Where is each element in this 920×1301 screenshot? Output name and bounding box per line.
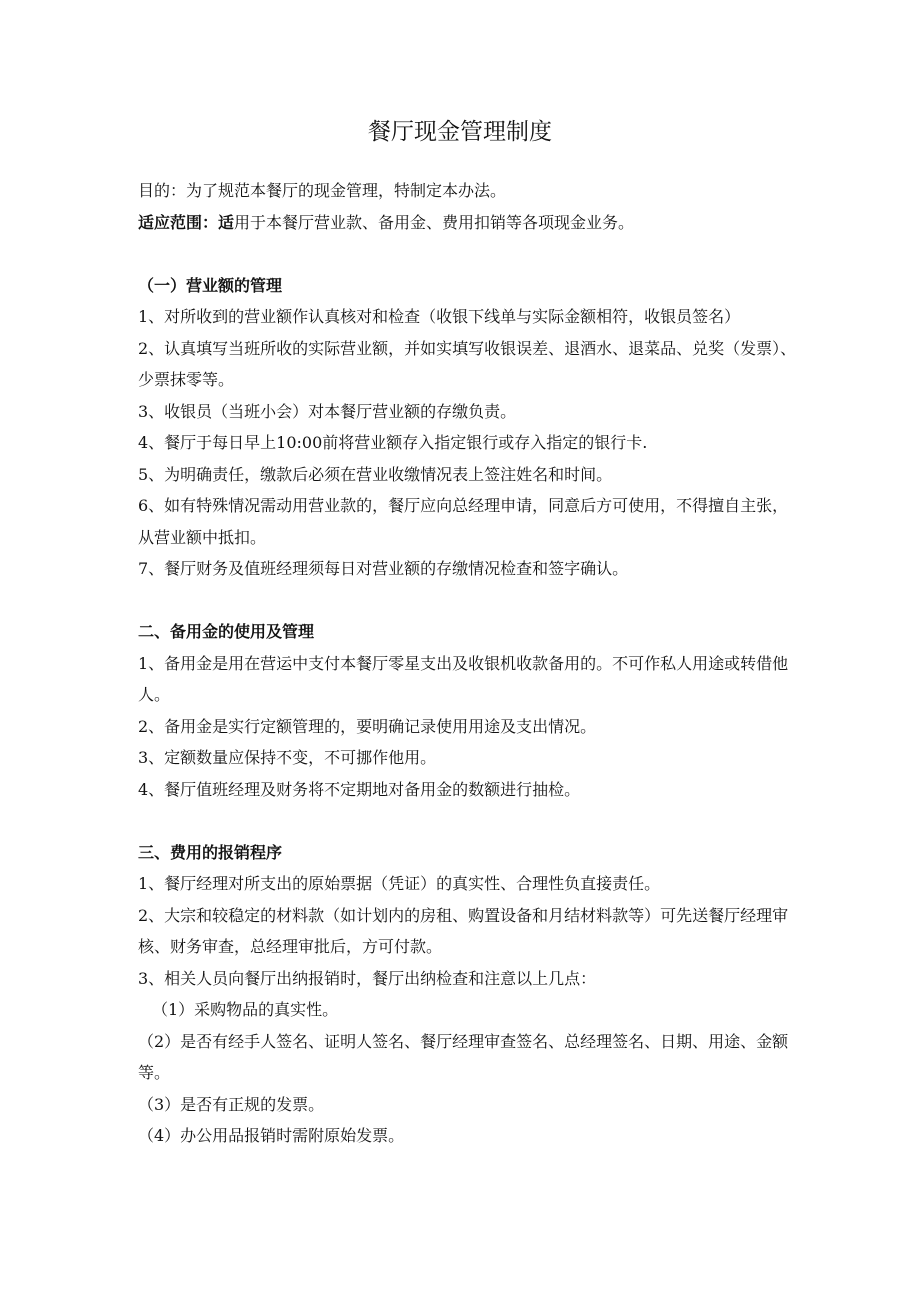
revenue-item-6: 6、如有特殊情况需动用营业款的，餐厅应向总经理申请，同意后方可使用，不得擅自主张，从营业额中抵扣。 (138, 496, 789, 547)
spacer (138, 238, 798, 270)
spacer (138, 585, 798, 617)
reimbursement-item-1: 1、餐厅经理对所支出的原始票据（凭证）的真实性、合理性负直接责任。 (138, 874, 661, 893)
petty-cash-item-3: 3、定额数量应保持不变，不可挪作他用。 (138, 748, 437, 767)
revenue-item-7: 7、餐厅财务及值班经理须每日对营业额的存缴情况检查和签字确认。 (138, 559, 629, 578)
scope-line (138, 207, 798, 239)
revenue-item-3: 3、收银员（当班小会）对本餐厅营业额的存缴负责。 (138, 401, 517, 421)
reimbursement-item-3: 3、相关人员向餐厅出纳报销时，餐厅出纳检查和注意以上几点： (138, 968, 597, 988)
revenue-item-4: 4、餐厅于每日早上10:00前将营业额存入指定银行或存入指定的银行卡. (138, 433, 648, 452)
document-body (138, 175, 798, 1152)
section-heading-petty-cash: 二、备用金的使用及管理 (138, 622, 315, 641)
section-heading-reimbursement: 三、费用的报销程序 (138, 842, 283, 862)
revenue-item-5: 5、为明确责任，缴款后必须在营业收缴情况表上签注姓名和时间。 (138, 464, 613, 484)
scope-label: 适应范围：适 (138, 212, 235, 232)
spacer (138, 805, 798, 837)
petty-cash-item-4: 4、餐厅值班经理及财务将不定期地对备用金的数额进行抽检。 (138, 779, 581, 799)
document-title: 餐厅现金管理制度 (368, 119, 552, 145)
reimbursement-subitem-2: （2）是否有经手人签名、证明人签名、餐厅经理审查签名、总经理签名、日期、用途、金额等。 (138, 1031, 789, 1082)
reimbursement-subitem-3: （3）是否有正规的发票。 (138, 1094, 325, 1114)
reimbursement-item-2: 2、大宗和较稳定的材料款（如计划内的房租、购置设备和月结材料款等）可先送餐厅经理审核、财务审查，总经理审批后，方可付款。 (138, 905, 789, 956)
section-heading-revenue: （一）营业额的管理 (138, 275, 283, 295)
petty-cash-item-2: 2、备用金是实行定额管理的，要明确记录使用用途及支出情况。 (138, 716, 597, 736)
revenue-item-2: 2、认真填写当班所收的实际营业额，并如实填写收银误差、退酒水、退菜品、兑奖（发票）、少票抹零等。 (138, 338, 797, 389)
purpose-line: 目的：为了规范本餐厅的现金管理，特制定本办法。 (138, 181, 507, 200)
reimbursement-subitem-1: （1）采购物品的真实性。 (152, 1000, 339, 1019)
revenue-item-1: 1、对所收到的营业额作认真核对和检查（收银下线单与实际金额相符，收银员签名） (138, 307, 741, 326)
scope-text: 用于本餐厅营业款、备用金、费用扣销等各项现金业务。 (234, 212, 635, 232)
reimbursement-subitem-4: （4）办公用品报销时需附原始发票。 (138, 1126, 405, 1145)
petty-cash-item-1: 1、备用金是用在营运中支付本餐厅零星支出及收银机收款备用的。不可作私人用途或转借他人。 (138, 653, 789, 704)
